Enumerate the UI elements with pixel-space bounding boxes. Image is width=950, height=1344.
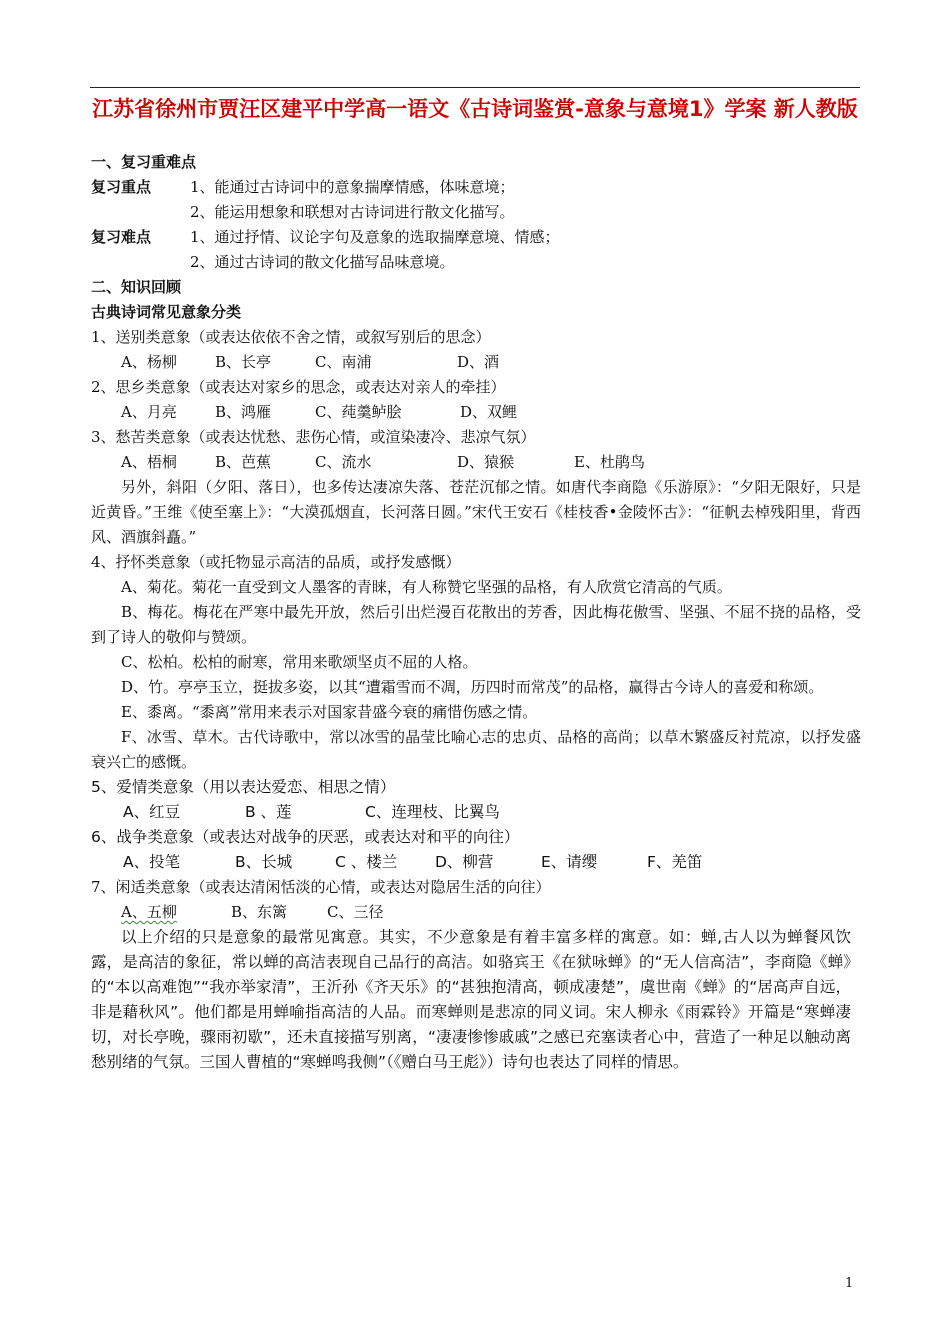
option: C、连理枝、比翼鸟	[365, 803, 500, 821]
category-4-item-d: D、竹。亭亭玉立，挺拔多姿，以其“遭霜雪而不凋，历四时而常茂”的品格，赢得古今诗人的喜爱和称颂。	[121, 678, 824, 696]
category-2-options	[91, 400, 861, 425]
summary-paragraph: 以上介绍的只是意象的最常见寓意。其实，不少意象是有着丰富多样的寓意。如：蝉,古人以为蝉餐风饮露，是高洁的象征，常以蝉的高洁表现自己品行的高洁。如骆宾王《在狱咏蝉》的“无人信高洁”，李商隐《蝉》的“本以高难饱”“我亦举家清”，王沂孙《齐天乐》的“甚独抱清高，顿成凄楚”，虞世南《蝉》的“居高声自远，非是藉秋风”。他们都是用蝉喻指高洁的人品。而寒蝉则是悲凉的同义词。宋人柳永《雨霖铃》开篇是“寒蝉凄切，对长亭晚，骤雨初歇”，还未直接描写别离，“凄凄惨惨戚戚”之感已充塞读者心中，营造了一种足以触动离愁别绪的气氛。三国人曹植的“寒蝉鸣我侧”（《赠白马王彪》）诗句也表达了同样的情思。	[91, 928, 851, 1071]
option: D、双鲤	[460, 403, 518, 421]
option: B 、莲	[245, 803, 292, 821]
section-1-heading: 一、复习重难点	[91, 153, 197, 171]
category-5-options	[91, 800, 861, 825]
option: D、酒	[457, 353, 500, 371]
option: E、杜鹃鸟	[574, 453, 645, 471]
difficult-points-label: 复习难点	[91, 228, 152, 246]
document-title: 江苏省徐州市贾汪区建平中学高一语文《古诗词鉴赏-意象与意境1》学案 新人教版	[92, 97, 858, 121]
option: C、莼羹鲈脍	[315, 403, 402, 421]
key-point-1: 1、能通过古诗词中的意象揣摩情感，体味意境；	[190, 178, 515, 196]
header-rule	[90, 87, 860, 88]
category-3-options	[91, 450, 861, 475]
section-2-subheading: 古典诗词常见意象分类	[91, 303, 242, 321]
key-points-row-1	[91, 175, 861, 200]
option: A、五柳	[121, 903, 177, 921]
key-points-row-2	[91, 200, 861, 225]
option: C、南浦	[315, 353, 372, 371]
category-1-options	[91, 350, 861, 375]
category-3-title: 3、愁苦类意象（或表达忧愁、悲伤心情，或渲染凄冷、悲凉气氛）	[91, 428, 536, 446]
option: C 、楼兰	[335, 853, 398, 871]
option: B、鸿雁	[215, 403, 272, 421]
category-4-title: 4、抒怀类意象（或托物显示高洁的品质，或抒发感慨）	[91, 553, 461, 571]
option: D、猿猴	[457, 453, 515, 471]
difficult-points-row-1	[91, 225, 861, 250]
option: A、红豆	[123, 803, 181, 821]
option: D、柳营	[435, 853, 494, 871]
option: C、流水	[315, 453, 372, 471]
document-body	[91, 150, 861, 1075]
category-4-item-a: A、菊花。菊花一直受到文人墨客的青睐，有人称赞它坚强的品格，有人欣赏它清高的气质。	[121, 578, 732, 596]
category-4-item-f: F、冰雪、草木。古代诗歌中，常以冰雪的晶莹比喻心志的忠贞、品格的高尚；以草木繁盛反衬荒凉，以抒发盛衰兴亡的感慨。	[91, 728, 861, 771]
option: B、芭蕉	[215, 453, 272, 471]
category-1-title: 1、送别类意象（或表达依依不舍之情，或叙写别后的思念）	[91, 328, 491, 346]
key-point-2: 2、能运用想象和联想对古诗词进行散文化描写。	[190, 203, 515, 221]
page-number: 1	[845, 1276, 854, 1291]
option: B、长城	[235, 853, 293, 871]
option: F、羌笛	[647, 853, 703, 871]
category-4-item-b: B、梅花。梅花在严寒中最先开放，然后引出烂漫百花散出的芳香，因此梅花傲雪、坚强、不屈不挠的品格，受到了诗人的敬仰与赞颂。	[91, 603, 861, 646]
category-7-title: 7、闲适类意象（或表达清闲恬淡的心情，或表达对隐居生活的向往）	[91, 878, 551, 896]
section-2-heading: 二、知识回顾	[91, 278, 182, 296]
category-2-title: 2、思乡类意象（或表达对家乡的思念，或表达对亲人的牵挂）	[91, 378, 506, 396]
category-4-item-c: C、松柏。松柏的耐寒，常用来歌颂坚贞不屈的人格。	[121, 653, 478, 671]
difficult-point-1: 1、通过抒情、议论字句及意象的选取揣摩意境、情感；	[190, 228, 560, 246]
option: A、投笔	[123, 853, 181, 871]
option: B、长亭	[215, 353, 272, 371]
category-3-note: 另外，斜阳（夕阳、落日），也多传达凄凉失落、苍茫沉郁之情。如唐代李商隐《乐游原》：“夕阳无限好，只是近黄昏。”王维《使至塞上》：“大漠孤烟直，长河落日圆。”宋代王安石《桂枝香•金陵怀古》：“征帆去棹残阳里，背西风、酒旗斜矗。”	[91, 478, 861, 546]
key-points-label: 复习重点	[91, 178, 152, 196]
difficult-point-2: 2、通过古诗词的散文化描写品味意境。	[190, 253, 455, 271]
category-4-item-e: E、黍离。“黍离”常用来表示对国家昔盛今衰的痛惜伤感之情。	[121, 703, 538, 721]
option: A、梧桐	[121, 453, 177, 471]
category-6-title: 6、战争类意象（或表达对战争的厌恶，或表达对和平的向往）	[91, 828, 520, 846]
option: C、三径	[327, 903, 384, 921]
category-7-options	[91, 900, 861, 925]
option: E、请缨	[541, 853, 598, 871]
category-5-title: 5、爱情类意象（用以表达爱恋、相思之情）	[91, 778, 396, 796]
category-6-options	[91, 850, 861, 875]
option: B、东篱	[231, 903, 288, 921]
option: A、月亮	[121, 403, 177, 421]
difficult-points-row-2	[91, 250, 861, 275]
option: A、杨柳	[121, 353, 177, 371]
